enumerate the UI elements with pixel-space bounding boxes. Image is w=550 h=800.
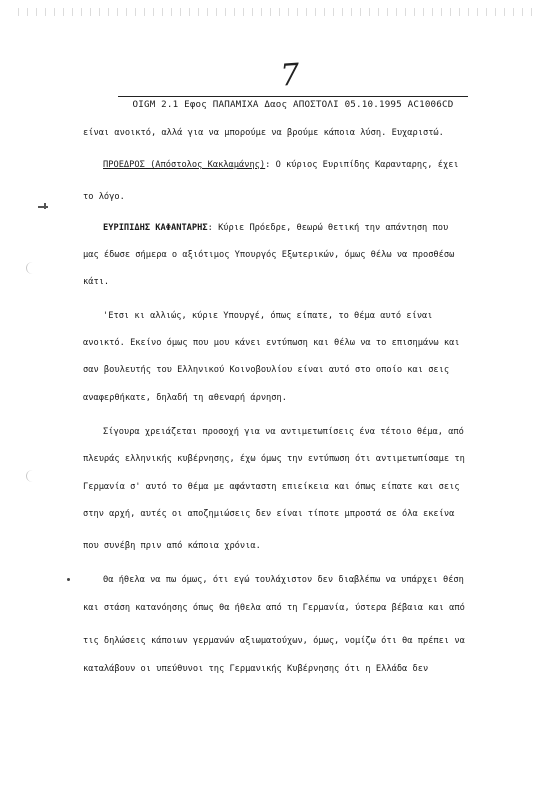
text-line: Θα ήθελα να πω όμως, ότι εγώ τουλάχιστον δεν διαβλέπω να υπάρχει θέση	[103, 575, 464, 585]
text-line: μας έδωσε σήμερα ο αξιότιμος Υπουργός Εξωτερικών, όμως θέλω να προσθέσω	[83, 250, 455, 260]
margin-dot	[67, 578, 70, 581]
text-line: Σίγουρα χρειάζεται προσοχή για να αντιμετωπίσεις ένα τέτοιο θέμα, από	[103, 427, 464, 437]
text-line: τις δηλώσεις κάποιων γερμανών αξιωματούχων, όμως, νομίζω ότι θα πρέπει να	[83, 636, 465, 646]
text-line: ΕΥΡΙΠΙΔΗΣ ΚΑΦΑΝΤΑΡΗΣ: Κύριε Πρόεδρε, θεωρώ θετική την απάντηση που	[103, 223, 449, 233]
text-line: και στάση κατανόησης όπως θα ήθελα από τη Γερμανία, ύστερα βέβαια και από	[83, 603, 465, 613]
speaker-name: ΕΥΡΙΠΙΔΗΣ ΚΑΦΑΝΤΑΡΗΣ	[103, 223, 208, 233]
text-line: κάτι.	[83, 277, 110, 287]
text-line: που συνέβη πριν από κάποια χρόνια.	[83, 541, 261, 551]
margin-mark	[44, 203, 46, 209]
text-line: ανοικτό. Εκείνο όμως που μου κάνει εντύπωση και θέλω να το επισημάνω και	[83, 338, 460, 348]
speaker-name: ΠΡΟΕΔΡΟΣ (Απόστολος Κακλαμάνης)	[103, 160, 266, 170]
text-line: αναφερθήκατε, δηλαδή τη αθεναρή άρνηση.	[83, 393, 287, 403]
page-number: 7	[279, 57, 301, 94]
text-line: πλευράς ελληνικής κυβέρνησης, έχω όμως την εντύπωση ότι αντιμετωπίσαμε τη	[83, 454, 465, 464]
text-line: καταλάβουν οι υπεύθυνοι της Γερμανικής Κυβέρνησης ότι η Ελλάδα δεν	[83, 664, 429, 674]
margin-mark	[38, 206, 48, 208]
binding-hole-mark	[26, 262, 39, 274]
text-line: στην αρχή, αυτές οι αποζημιώσεις δεν είναι τίποτε μπροστά σε όλα εκείνα	[83, 509, 455, 519]
binding-hole-mark	[26, 470, 39, 482]
text-line: 'Ετσι κι αλλιώς, κύριε Υπουργέ, όπως είπατε, το θέμα αυτό είναι	[103, 311, 433, 321]
transcript-header: OIGM 2.1 Εφος ΠΑΠΑΜΙΧΑ Δαος ΑΠΟΣΤΟΛΙ 05.10.1995 AC1006CD	[118, 96, 468, 110]
text-line: σαν βουλευτής του Ελληνικού Κοινοβουλίου είναι αυτό στο οποίο και σεις	[83, 365, 450, 375]
scan-noise	[18, 8, 538, 16]
text-line: Γερμανία σ' αυτό το θέμα με αφάνταστη επιείκεια και όπως είπατε και σεις	[83, 482, 460, 492]
text-line: το λόγο.	[83, 192, 125, 202]
text-line: ΠΡΟΕΔΡΟΣ (Απόστολος Κακλαμάνης): Ο κύριος Ευριπίδης Καρανταρης, έχει	[103, 160, 459, 170]
text-line: είναι ανοικτό, αλλά για να μπορούμε να βρούμε κάποια λύση. Ευχαριστώ.	[83, 128, 444, 138]
